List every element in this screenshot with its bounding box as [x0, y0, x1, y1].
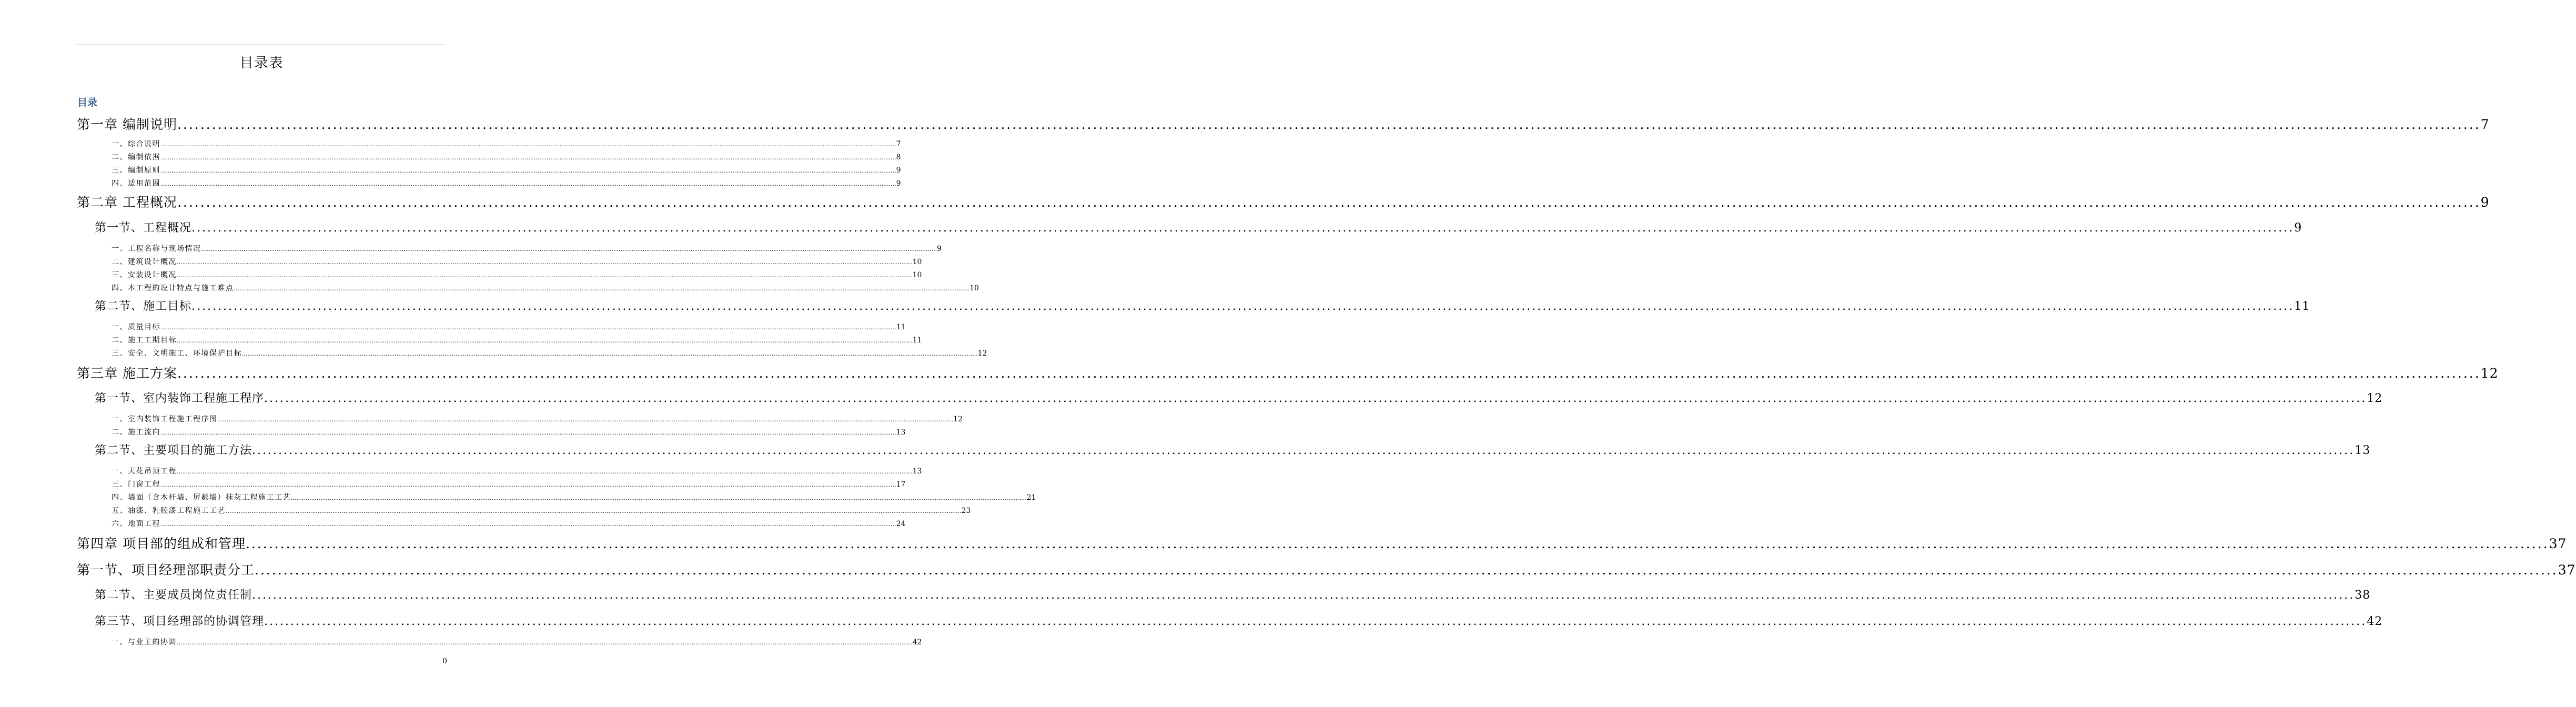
toc-entry-page: 13	[896, 428, 906, 437]
toc-entry-label: 一、天花吊顶工程	[112, 467, 177, 476]
toc-leader-dots: ................................................................................................................................................................................................................................................................................................................................................................................................................	[234, 285, 970, 292]
toc-entry-label: 一、与业主的协调	[112, 638, 177, 647]
toc-entry-page: 37	[2558, 562, 2576, 578]
toc-entry-label: 三、安全、文明施工、环境保护目标	[112, 349, 242, 358]
toc-entry[interactable]	[112, 152, 901, 163]
toc-entry-page: 9	[896, 179, 901, 188]
toc-entry-label: 二、编制依据	[112, 153, 160, 161]
toc-entry-label: 一、工程名称与现场情况	[112, 245, 201, 253]
toc-leader-dots: ................................................................................................................................................................................................................................................................................................................................................................................................................	[291, 494, 1027, 501]
toc-entry-page: 11	[912, 336, 922, 345]
toc-leader-dots: ................................................................................................................................................................................................................................................................................................................................................................................................................	[177, 337, 913, 344]
toc-entry-page: 9	[2480, 195, 2490, 210]
toc-entry-label: 六、地面工程	[112, 520, 160, 528]
toc-leader-dots: ................................................................................................................................................................................................................................................................................................................................................................................................................	[177, 117, 2481, 132]
toc-entry[interactable]	[112, 270, 922, 281]
toc-entry-label: 四、墙面（含木杆墙、屏蔽墙）抹灰工程施工工艺	[112, 493, 291, 502]
toc-leader-dots: ................................................................................................................................................................................................................................................................................................................................................................................................................	[160, 141, 896, 148]
toc-entry-page: 13	[2355, 444, 2371, 457]
toc-entry-page: 8	[896, 153, 901, 161]
toc-leader-dots: ................................................................................................................................................................................................................................................................................................................................................................................................................	[177, 195, 2481, 210]
toc-leader-dots: ................................................................................................................................................................................................................................................................................................................................................................................................................	[177, 366, 2481, 381]
toc-entry-label: 第三节、项目经理部的协调管理	[95, 615, 265, 628]
toc-entry-label: 四、本工程的设计特点与施工难点	[112, 284, 234, 292]
toc-entry[interactable]	[112, 506, 971, 517]
toc-entry[interactable]	[95, 220, 2302, 237]
toc-entry-page: 21	[1026, 493, 1036, 502]
toc-entry-page: 7	[2480, 117, 2490, 132]
toc-leader-dots: ................................................................................................................................................................................................................................................................................................................................................................................................................	[177, 272, 913, 279]
toc-entry-page: 42	[2367, 615, 2383, 628]
toc-entry-page: 17	[896, 480, 906, 489]
toc-leader-dots: ................................................................................................................................................................................................................................................................................................................................................................................................................	[160, 324, 896, 331]
toc-entry-label: 一、室内装饰工程施工程序图	[112, 415, 218, 423]
toc-leader-dots: ................................................................................................................................................................................................................................................................................................................................................................................................................	[160, 521, 896, 528]
toc-entry[interactable]	[112, 348, 987, 359]
toc-entry-page: 24	[896, 520, 906, 528]
toc-leader-dots: ................................................................................................................................................................................................................................................................................................................................................................................................................	[242, 350, 978, 357]
toc-entry-page: 10	[969, 284, 979, 292]
toc-entry-label: 三、安装设计概况	[112, 271, 177, 279]
toc-entry[interactable]	[112, 479, 906, 490]
toc-leader-dots: ................................................................................................................................................................................................................................................................................................................................................................................................................	[160, 167, 896, 174]
toc-entry-label: 第一节、项目经理部职责分工	[77, 562, 255, 578]
toc-leader-dots: ................................................................................................................................................................................................................................................................................................................................................................................................................	[160, 481, 896, 488]
toc-entry[interactable]	[112, 427, 906, 438]
toc-leader-dots: ................................................................................................................................................................................................................................................................................................................................................................................................................	[264, 392, 2367, 405]
toc-leader-dots: ................................................................................................................................................................................................................................................................................................................................................................................................................	[191, 221, 2295, 235]
toc-entry-label: 一、综合说明	[112, 140, 160, 148]
toc-entry-page: 38	[2355, 589, 2371, 602]
toc-leader-dots: ................................................................................................................................................................................................................................................................................................................................................................................................................	[217, 416, 954, 423]
toc-leader-dots: ................................................................................................................................................................................................................................................................................................................................................................................................................	[160, 154, 896, 161]
toc-leader-dots: ................................................................................................................................................................................................................................................................................................................................................................................................................	[252, 589, 2355, 602]
toc-entry[interactable]	[112, 414, 963, 425]
toc-entry[interactable]	[95, 587, 2371, 604]
toc-entry[interactable]	[112, 637, 922, 648]
toc-entry-label: 二、建筑设计概况	[112, 258, 177, 266]
toc-entry-page: 11	[896, 323, 906, 331]
page-number: 0	[442, 657, 447, 665]
toc-entry-page: 9	[937, 245, 942, 253]
toc-entry-page: 9	[2294, 221, 2302, 235]
toc-entry-label: 第三章 施工方案	[77, 366, 177, 381]
toc-entry[interactable]	[112, 322, 906, 333]
toc-entry-page: 9	[896, 166, 901, 175]
toc-entry[interactable]	[112, 283, 979, 294]
toc-entry[interactable]	[77, 193, 2490, 212]
toc-leader-dots: ................................................................................................................................................................................................................................................................................................................................................................................................................	[264, 615, 2367, 628]
toc-entry[interactable]	[77, 534, 2567, 553]
toc-entry[interactable]	[95, 442, 2371, 459]
toc-leader-dots: ................................................................................................................................................................................................................................................................................................................................................................................................................	[177, 639, 913, 646]
toc-leader-dots: ................................................................................................................................................................................................................................................................................................................................................................................................................	[160, 429, 896, 436]
toc-entry[interactable]	[112, 178, 901, 189]
toc-entry[interactable]	[112, 139, 901, 150]
toc-entry-page: 12	[2480, 366, 2499, 381]
toc-leader-dots: ................................................................................................................................................................................................................................................................................................................................................................................................................	[160, 180, 896, 187]
toc-entry-label: 四、适用范围	[112, 179, 160, 188]
toc-entry-label: 第一节、工程概况	[95, 221, 192, 235]
toc-entry[interactable]	[95, 390, 2383, 407]
toc-entry-page: 12	[2367, 392, 2383, 405]
toc-entry[interactable]	[112, 244, 942, 255]
toc-entry-page: 42	[912, 638, 922, 647]
toc-leader-dots: ................................................................................................................................................................................................................................................................................................................................................................................................................	[245, 536, 2549, 551]
toc-entry-label: 第二节、施工目标	[95, 300, 192, 313]
toc-leader-dots: ................................................................................................................................................................................................................................................................................................................................................................................................................	[226, 508, 962, 514]
toc-entry-page: 13	[912, 467, 922, 476]
toc-entry-page: 11	[2294, 300, 2310, 313]
toc-entry-label: 三、编制原则	[112, 166, 160, 175]
toc-entry[interactable]	[112, 257, 922, 268]
toc-entry-page: 10	[912, 271, 922, 279]
document-title: 目录表	[239, 55, 284, 71]
toc-entry-label: 第一节、室内装饰工程施工程序	[95, 392, 265, 405]
toc-leader-dots: ................................................................................................................................................................................................................................................................................................................................................................................................................	[191, 300, 2295, 313]
toc-entry-label: 第二节、主要成员岗位责任制	[95, 589, 252, 602]
toc-heading: 目录	[77, 97, 98, 108]
toc-entry-label: 二、施工流向	[112, 428, 160, 437]
toc-entry-page: 37	[2549, 536, 2567, 551]
toc-entry-label: 第二节、主要项目的施工方法	[95, 444, 252, 457]
toc-entry[interactable]	[112, 519, 906, 530]
toc-entry-page: 10	[912, 258, 922, 266]
toc-leader-dots: ................................................................................................................................................................................................................................................................................................................................................................................................................	[201, 246, 937, 252]
toc-entry-label: 一、质量目标	[112, 323, 160, 331]
toc-entry-label: 五、油漆、乳胶漆工程施工工艺	[112, 507, 226, 515]
toc-leader-dots: ................................................................................................................................................................................................................................................................................................................................................................................................................	[177, 259, 913, 266]
toc-entry[interactable]	[112, 466, 922, 477]
toc-entry[interactable]	[112, 165, 901, 176]
toc-entry-page: 12	[953, 415, 963, 423]
toc-entry-label: 第一章 编制说明	[77, 117, 177, 132]
toc-entry[interactable]	[95, 613, 2383, 630]
toc-entry[interactable]	[77, 364, 2499, 383]
toc-entry[interactable]	[112, 492, 1036, 503]
toc-entry-label: 第二章 工程概况	[77, 195, 177, 210]
toc-leader-dots: ................................................................................................................................................................................................................................................................................................................................................................................................................	[177, 468, 913, 475]
toc-entry[interactable]	[112, 335, 922, 346]
toc-entry-label: 第四章 项目部的组成和管理	[77, 536, 246, 551]
toc-entry[interactable]	[95, 298, 2310, 315]
toc-leader-dots: ................................................................................................................................................................................................................................................................................................................................................................................................................	[255, 562, 2558, 578]
toc-entry-page: 23	[961, 507, 971, 515]
toc-entry-label: 二、施工工期目标	[112, 336, 177, 345]
toc-entry[interactable]	[77, 115, 2490, 134]
toc-entry-page: 12	[977, 349, 987, 358]
toc-leader-dots: ................................................................................................................................................................................................................................................................................................................................................................................................................	[252, 444, 2355, 457]
toc-entry[interactable]	[77, 561, 2576, 580]
toc-entry-label: 三、门窗工程	[112, 480, 160, 489]
toc-entry-page: 7	[896, 140, 901, 148]
